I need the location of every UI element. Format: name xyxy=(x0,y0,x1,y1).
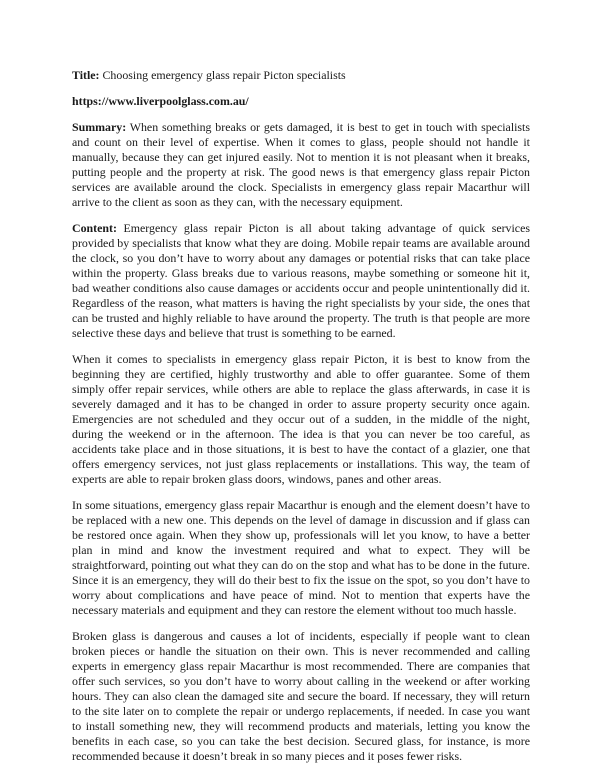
source-url[interactable]: https://www.liverpoolglass.com.au/ xyxy=(72,94,249,108)
body-paragraph-3: Broken glass is dangerous and causes a lot of incidents, especially if people want to clean broken pieces or handle the situation on their own. This is never recommended and calling experts in emergency glass repair Macarthur is most recommended. There are companies that offer such services, so you don’t have to worry about calling in the weekend or after working hours. They can also clean the damaged site and secure the board. If necessary, they will return to the site later on to complete the repair or undergo replacements, if needed. In case you want to install something new, they will recommend products and materials, letting you know the benefits in each case, so you can take the best decision. Secured glass, for instance, is more recommended because it doesn’t break in so many pieces and it poses fewer risks. xyxy=(72,629,530,763)
title-line xyxy=(72,68,530,83)
document-page xyxy=(72,68,530,775)
summary-text: When something breaks or gets damaged, it is best to get in touch with specialists and count on their level of expertise. When it comes to glass, people should not handle it manually, because they can get injured easily. Not to mention it is not pleasant when it breaks, putting people and the property at risk. The good news is that emergency glass repair Picton services are available around the clock. Specialists in emergency glass repair Macarthur will arrive to the client as soon as they can, with the necessary equipment. xyxy=(72,120,530,209)
body-paragraph-1: When it comes to specialists in emergency glass repair Picton, it is best to know from the beginning they are certified, highly trustworthy and able to offer guarantee. Some of them simply offer repair services, while others are able to replace the glass afterwards, in case it is severely damaged and it has to be changed in order to assure property security once again. Emergencies are not scheduled and they occur out of a sudden, in the middle of the night, during the weekend or in the afternoon. The idea is that you can never be too careful, as accidents take place and in those situations, it is best to have the contact of a glazier, one that offers emergency services, not just glass replacements or installations. This way, the team of experts are able to repair broken glass doors, windows, panes and other areas. xyxy=(72,352,530,486)
summary-label: Summary: xyxy=(72,120,127,134)
content-label: Content: xyxy=(72,221,117,235)
summary-paragraph xyxy=(72,120,530,210)
title-label: Title: xyxy=(72,68,100,82)
title-text: Choosing emergency glass repair Picton specialists xyxy=(99,68,346,82)
body-paragraph-2: In some situations, emergency glass repair Macarthur is enough and the element doesn’t have to be replaced with a new one. This depends on the level of damage in discussion and if glass can be restored once again. When they show up, professionals will let you know, to have a better plan in mind and know the investment required and what to expect. They will be straightforward, pointing out what they can do on the stop and what has to be done in the future. Since it is an emergency, they will do their best to fix the issue on the spot, so you don’t have to worry about complications and have peace of mind. Not to mention that experts have the necessary materials and equipment and they can restore the element without too much hassle. xyxy=(72,498,530,617)
content-text: Emergency glass repair Picton is all about taking advantage of quick services provided by specialists that know what they are doing. Mobile repair teams are available around the clock, so you don’t have to worry about any damages or potential risks that can take place within the property. Glass breaks due to various reasons, maybe something or someone hit it, bad weather conditions also cause damages or accidents occur and people unintentionally did it. Regardless of the reason, what matters is having the right specialists by your side, the ones that can be trusted and highly reliable to have around the property. The truth is that people are more selective these days and believe that trust is something to be earned. xyxy=(72,221,530,340)
content-paragraph xyxy=(72,221,530,341)
